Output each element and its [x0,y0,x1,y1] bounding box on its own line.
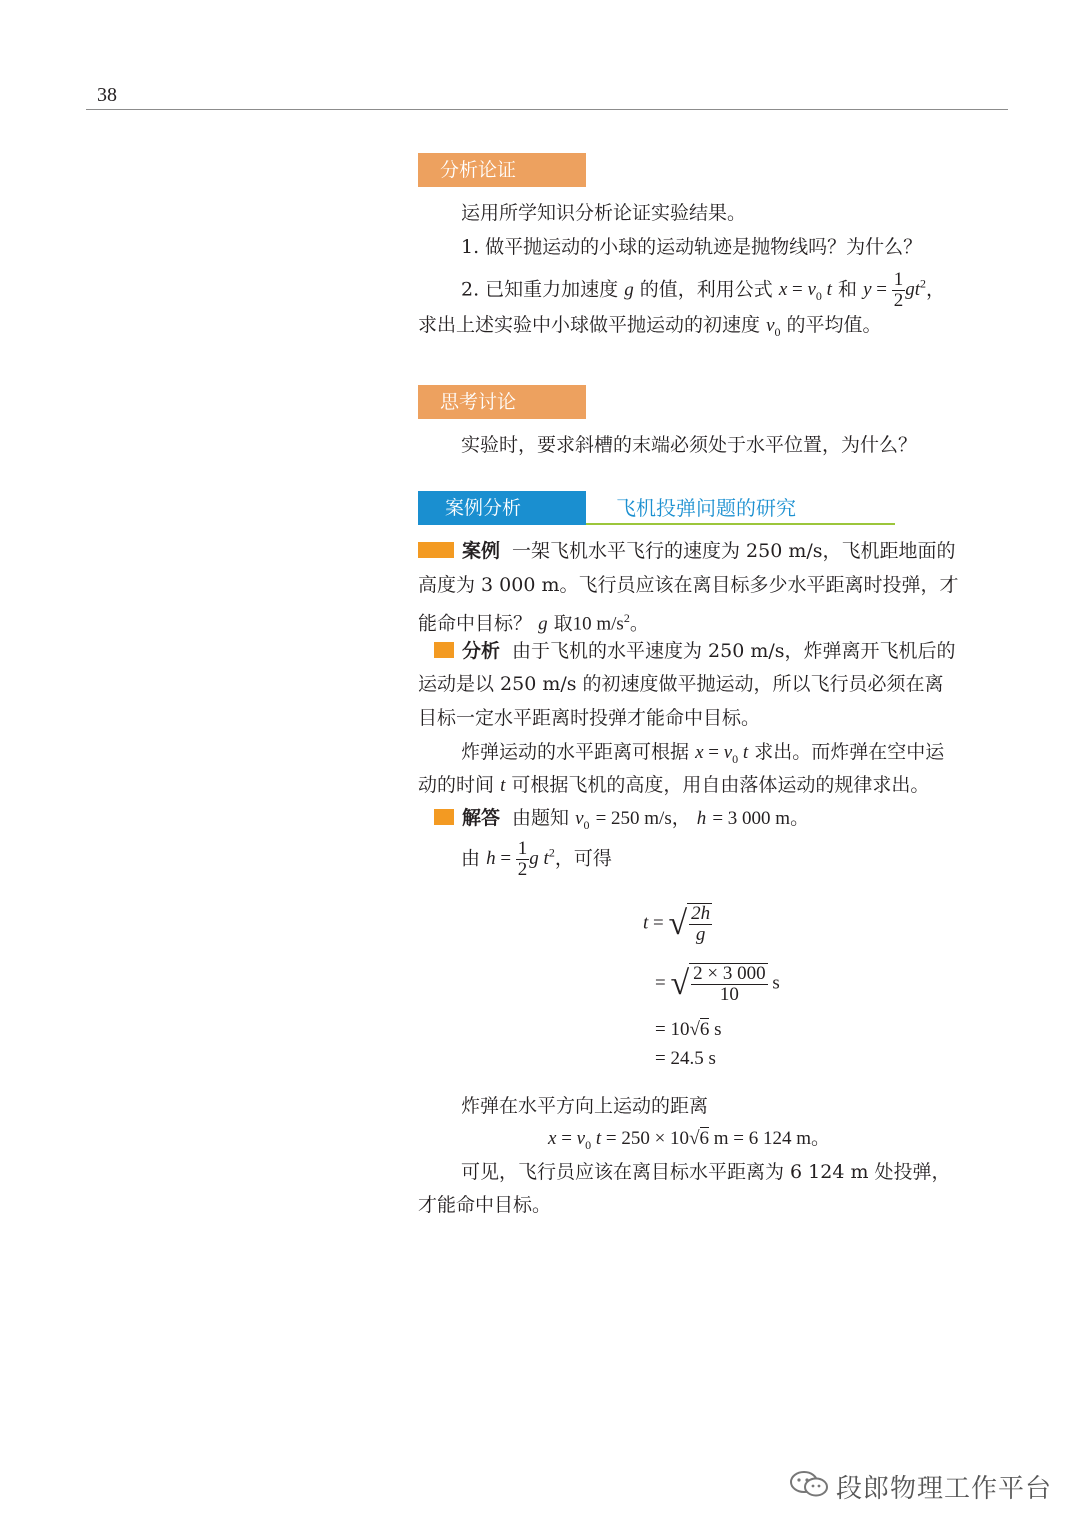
p2-text-c: 动的时间 [418,774,495,796]
example-text-3a: 能命中目标？ [418,612,533,635]
example-marker [418,542,454,558]
derivation-step-2: = √ $\frac{2 \times 3 000}{10}$ s [655,963,780,1005]
wechat-icon [788,1468,832,1500]
discussion-section-tab: 思考讨论 [418,385,586,419]
paragraph-2-line-1 [461,737,944,774]
analysis-line-2: 运动是以 250 m/s 的初速度做平抛运动，所以飞行员必须在离 [418,673,944,695]
answer-line-2 [461,838,612,880]
example-line-1 [418,536,956,566]
question-2-line-1: 2. 已知重力加速度 g 的值，利用公式 $x = v_0$ t 和 y = $\frac{1}{2}$ $gt^2$， [461,269,946,312]
from-text-a: 由 [461,847,481,870]
step3-root: 6 [699,1019,710,1040]
horizontal-distance-text: 炸弹在水平方向上运动的距离 [461,1095,709,1117]
analysis-text-1: 由于飞机的水平速度为 250 m/s，炸弹离开飞机后的 [512,640,956,662]
question-2-line-2 [418,310,882,347]
case-title: 飞机投弹问题的研究 [616,496,796,520]
analysis-marker [434,642,454,658]
unit-s: s [772,972,780,994]
symbol-t: t [500,775,506,796]
p2-text-a: 炸弹运动的水平距离可根据 [461,741,690,763]
example-text-1: 一架飞机水平飞行的速度为 250 m/s，飞机距地面的 [512,540,956,562]
analysis-label: 分析 [462,640,501,662]
case-section-tab: 案例分析 [418,491,586,525]
formula-y: y = $\frac{1}{2}$ $gt^2$ [863,269,926,312]
eq-text-b: m = 6 124 m。 [713,1128,831,1149]
eq-text-a: = 250 × 10 [605,1128,690,1149]
formula-h: h = $\frac{1}{2}$ g $t^2$ [486,838,555,881]
q2-text-a: 2. 已知重力加速度 [461,278,619,301]
example-text-3c: 。 [629,612,649,635]
superscript-2: 2 [623,611,630,625]
distance-equation: $x = v_0$ t = 250 × 10√6 m = 6 124 m。 [548,1128,831,1152]
answer-text-c: = 3 000 m。 [712,808,810,829]
step2-denominator: 10 [719,984,739,1005]
formula-x-vt: $x = v_0$ t [695,742,749,766]
page-number: 38 [97,84,117,106]
conclusion-line-1: 可见，飞行员应该在离目标水平距离为 6 124 m 处投弹， [461,1161,951,1183]
example-text-3b: 取10 m/s [553,613,624,635]
q2-text-and: 和 [838,278,858,301]
derivation-step-3: = 10√6 s [655,1019,722,1040]
answer-label: 解答 [462,807,501,829]
discussion-text: 实验时，要求斜槽的末端必须处于水平位置，为什么？ [461,434,918,456]
p2-text-b: 求出。而炸弹在空中运 [754,741,945,763]
answer-line-1 [434,803,809,840]
derivation-step-1: t = √ $\frac{2h}{g}$ [643,903,711,945]
eq-root: 6 [699,1128,709,1149]
answer-text-a: 由题知 [512,807,570,829]
conclusion-line-2: 才能命中目标。 [418,1194,552,1216]
symbol-g-2: g [538,613,548,635]
step2-numerator: 2 × 3 000 [693,963,766,984]
analysis-line-3: 目标一定水平距离时投弹才能命中目标。 [418,707,761,729]
analysis-section-tab: 分析论证 [418,153,586,187]
case-title-rule [586,523,895,525]
p2-text-d: 可根据飞机的高度，用自由落体运动的规律求出。 [511,774,930,796]
example-line-3 [418,603,649,639]
q2-text-b: 的值，利用公式 [639,278,773,301]
from-text-b: ，可得 [554,847,612,870]
example-line-2: 高度为 3 000 m。飞行员应该在离目标多少水平距离时投弹，才 [418,574,959,596]
symbol-g: g [624,279,634,301]
unit-s-2: s [714,1019,722,1040]
header-rule [86,109,1008,110]
question-1: 1. 做平抛运动的小球的运动轨迹是抛物线吗？为什么？ [461,236,923,258]
example-label: 案例 [462,540,501,562]
q2-text-c: 求出上述实验中小球做平抛运动的初速度 [418,314,761,336]
q2-text-d: 的平均值。 [786,314,882,336]
analysis-intro: 运用所学知识分析论证实验结果。 [461,202,747,224]
step3-value: = 10 [655,1019,690,1040]
watermark-text: 段郎物理工作平台 [836,1474,1053,1504]
symbol-h: h [696,808,707,829]
answer-text-b: = 250 m/s， [595,808,691,829]
derivation-step-4: = 24.5 s [655,1048,716,1069]
symbol-v0-2: $v_0$ [575,808,590,832]
formula-x: $x = v_0$ t [778,279,832,304]
symbol-v0: $v_0$ [766,315,781,339]
answer-marker [434,809,454,825]
analysis-line-1 [434,636,956,666]
paragraph-2-line-2 [418,770,929,801]
